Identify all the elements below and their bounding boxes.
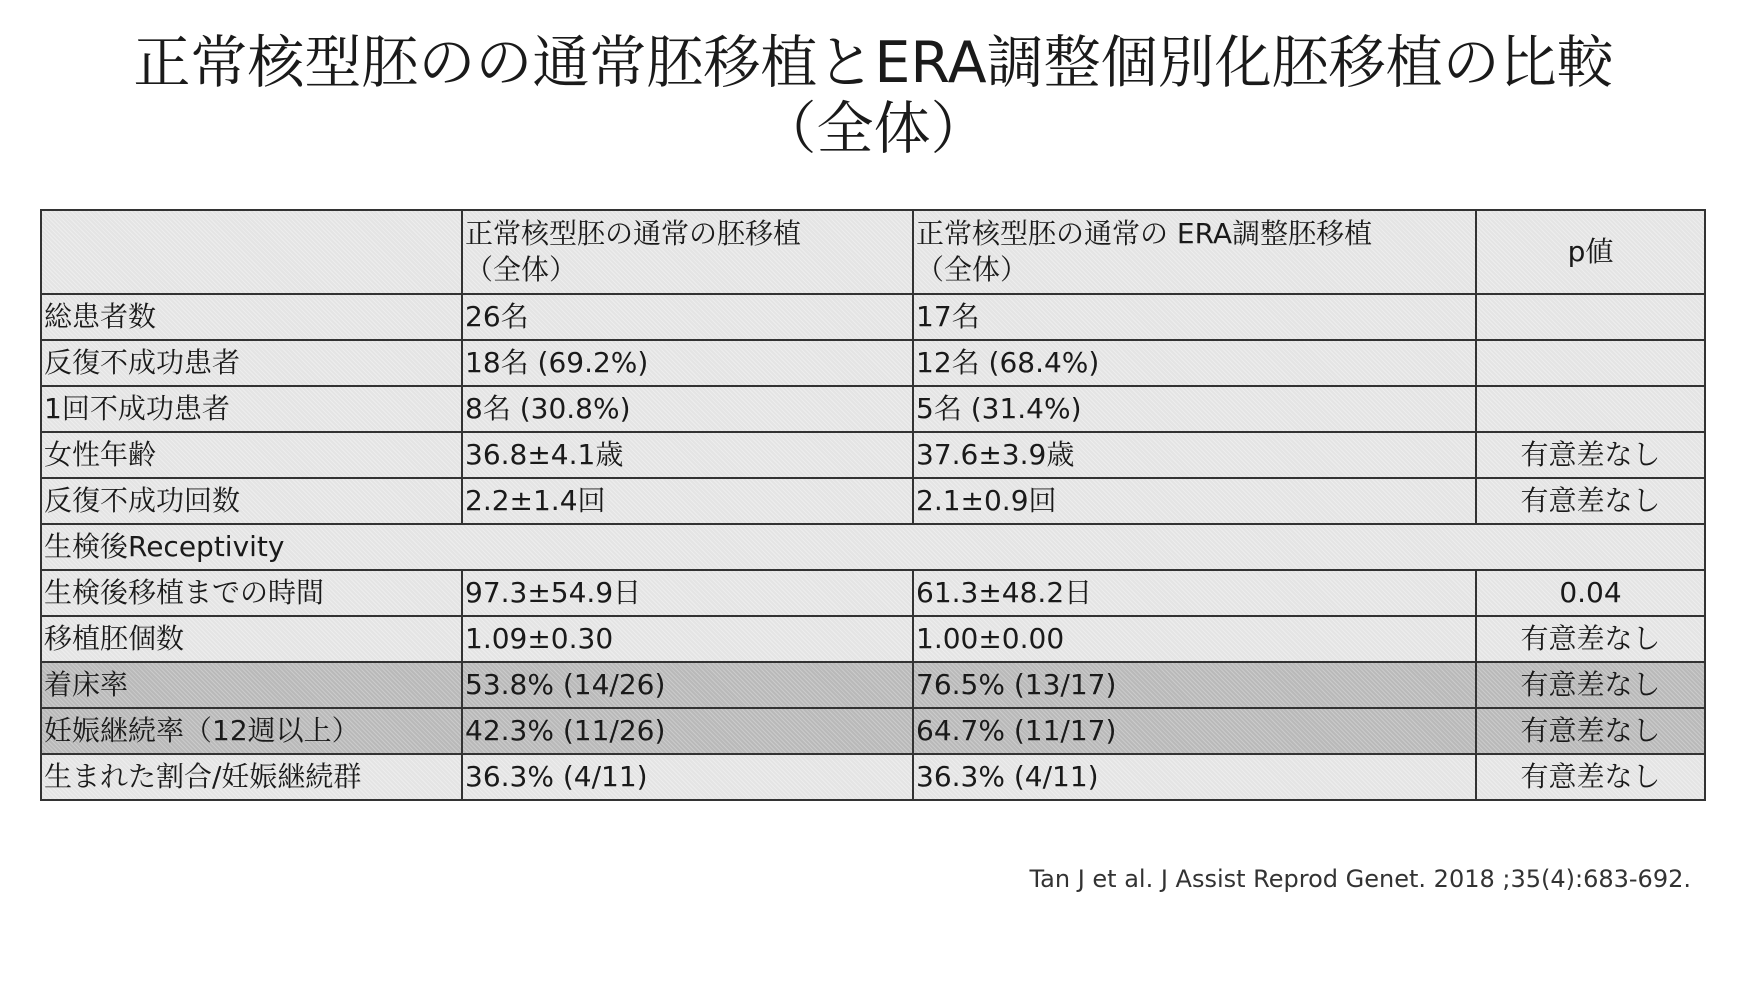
table-row <box>41 570 1705 616</box>
table-row <box>41 294 1705 340</box>
table-section-row <box>41 524 1705 570</box>
era-value: 76.5% (13/17) <box>913 662 1476 708</box>
header-p-value: p値 <box>1476 210 1705 294</box>
era-value: 12名 (68.4%) <box>913 340 1476 386</box>
row-label: 1回不成功患者 <box>41 386 462 432</box>
p-value: 0.04 <box>1476 570 1705 616</box>
table-row <box>41 754 1705 800</box>
standard-value: 97.3±54.9日 <box>462 570 913 616</box>
era-value: 36.3% (4/11) <box>913 754 1476 800</box>
table-row-highlighted <box>41 662 1705 708</box>
table-row <box>41 386 1705 432</box>
row-label: 妊娠継続率（12週以上） <box>41 708 462 754</box>
row-label: 生検後移植までの時間 <box>41 570 462 616</box>
table-row <box>41 340 1705 386</box>
standard-value: 42.3% (11/26) <box>462 708 913 754</box>
standard-value: 8名 (30.8%) <box>462 386 913 432</box>
row-label: 着床率 <box>41 662 462 708</box>
table-header-row <box>41 210 1705 294</box>
section-label: 生検後Receptivity <box>41 524 1705 570</box>
era-value: 64.7% (11/17) <box>913 708 1476 754</box>
header-era-line1: 正常核型胚の通常の ERA調整胚移植 <box>916 217 1373 250</box>
citation: Tan J et al. J Assist Reprod Genet. 2018 ;35(4):683-692. <box>1029 865 1691 893</box>
header-empty-cell <box>41 210 462 294</box>
row-label: 総患者数 <box>41 294 462 340</box>
row-label: 生まれた割合/妊娠継続群 <box>41 754 462 800</box>
p-value <box>1476 340 1705 386</box>
table-row-highlighted <box>41 708 1705 754</box>
p-value: 有意差なし <box>1476 708 1705 754</box>
standard-value: 36.3% (4/11) <box>462 754 913 800</box>
row-label: 移植胚個数 <box>41 616 462 662</box>
header-era-transfer <box>913 210 1476 294</box>
table-row <box>41 478 1705 524</box>
row-label: 反復不成功患者 <box>41 340 462 386</box>
era-value: 1.00±0.00 <box>913 616 1476 662</box>
header-standard-line1: 正常核型胚の通常の胚移植 <box>465 217 802 250</box>
header-era-line2: （全体） <box>916 253 1029 286</box>
p-value: 有意差なし <box>1476 754 1705 800</box>
row-label: 反復不成功回数 <box>41 478 462 524</box>
slide-title-line1: 正常核型胚のの通常胚移植とERA調整個別化胚移植の比較 <box>133 30 1614 96</box>
standard-value: 1.09±0.30 <box>462 616 913 662</box>
row-label: 女性年齢 <box>41 432 462 478</box>
era-value: 37.6±3.9歳 <box>913 432 1476 478</box>
standard-value: 53.8% (14/26) <box>462 662 913 708</box>
slide-title <box>40 30 1707 162</box>
standard-value: 18名 (69.2%) <box>462 340 913 386</box>
table-row <box>41 432 1705 478</box>
p-value: 有意差なし <box>1476 478 1705 524</box>
p-value: 有意差なし <box>1476 662 1705 708</box>
p-value <box>1476 294 1705 340</box>
p-value: 有意差なし <box>1476 616 1705 662</box>
comparison-table <box>40 209 1706 801</box>
p-value: 有意差なし <box>1476 432 1705 478</box>
header-standard-transfer <box>462 210 913 294</box>
standard-value: 2.2±1.4回 <box>462 478 913 524</box>
era-value: 61.3±48.2日 <box>913 570 1476 616</box>
era-value: 2.1±0.9回 <box>913 478 1476 524</box>
p-value <box>1476 386 1705 432</box>
standard-value: 26名 <box>462 294 913 340</box>
header-standard-line2: （全体） <box>465 253 578 286</box>
slide-title-line2: （全体） <box>759 96 988 162</box>
table-row <box>41 616 1705 662</box>
era-value: 5名 (31.4%) <box>913 386 1476 432</box>
era-value: 17名 <box>913 294 1476 340</box>
standard-value: 36.8±4.1歳 <box>462 432 913 478</box>
